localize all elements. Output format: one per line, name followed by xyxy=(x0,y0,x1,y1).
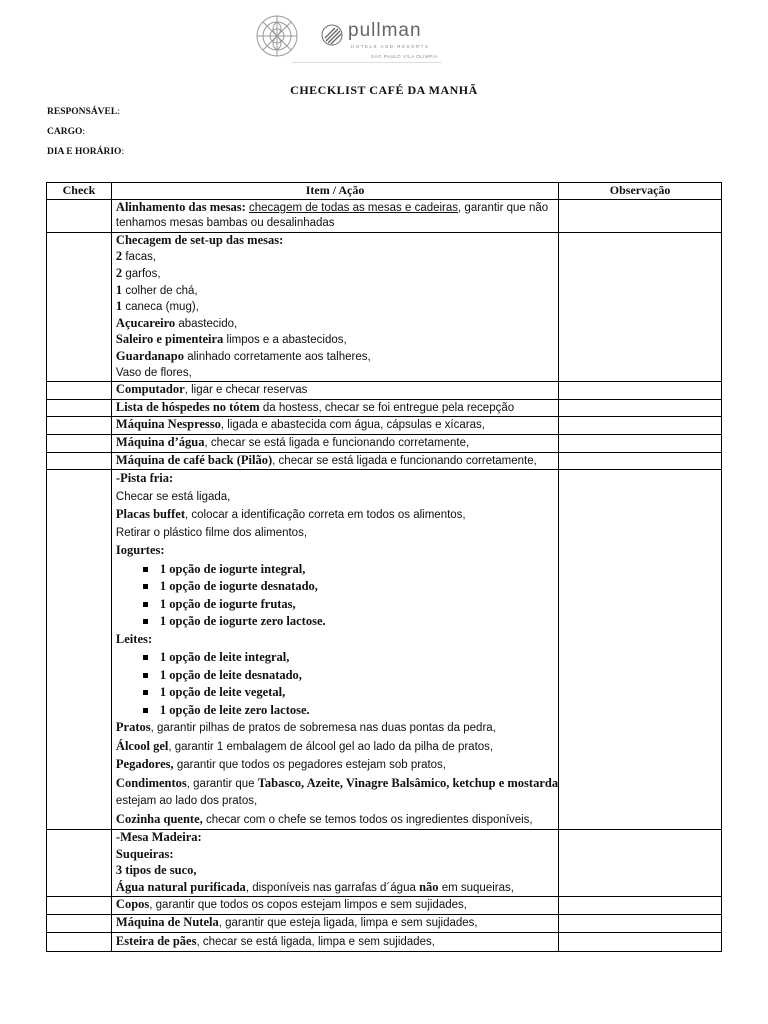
item-cell: Máquina d’água, checar se está ligada e funcionando corretamente, xyxy=(111,434,558,452)
leite-list xyxy=(116,649,558,719)
check-cell[interactable] xyxy=(47,232,112,381)
brand-location: SÃO PAULO VILA OLÍMPIA xyxy=(371,54,438,59)
item-cell: Máquina Nespresso, ligada e abastecida com água, cápsulas e xícaras, xyxy=(111,417,558,435)
table-row xyxy=(47,897,722,915)
table-row xyxy=(47,452,722,470)
table-header-row xyxy=(47,183,722,200)
brand-name: pullman xyxy=(348,20,422,41)
field-value: : xyxy=(117,107,120,117)
checklist-table xyxy=(46,182,722,952)
observation-cell[interactable] xyxy=(559,382,722,400)
observation-cell[interactable] xyxy=(559,452,722,470)
observation-cell[interactable] xyxy=(559,199,722,232)
item-cell: -Mesa Madeira: Suqueiras: 3 tipos de suco, Água natural purificada, disponíveis nas garrafas d´água não em suqueiras, xyxy=(111,830,558,897)
item-cell: Esteira de pães, checar se está ligada, limpa e sem sujidades, xyxy=(111,932,558,951)
item-cell: Máquina de Nutela, garantir que esteja ligada, limpa e sem sujidades, xyxy=(111,915,558,933)
page-title: CHECKLIST CAFÉ DA MANHÃ xyxy=(290,83,478,97)
field-label: CARGO xyxy=(47,127,83,137)
list-item: 1 opção de iogurte integral, xyxy=(160,561,558,579)
pullman-mark-icon xyxy=(321,24,343,46)
field-label: DIA E HORÁRIO xyxy=(47,147,122,157)
iogurte-list xyxy=(116,561,558,631)
item-cell: Computador, ligar e checar reservas xyxy=(111,382,558,400)
check-cell[interactable] xyxy=(47,830,112,897)
field-label: RESPONSÁVEL xyxy=(47,107,118,117)
check-cell[interactable] xyxy=(47,932,112,951)
observation-cell[interactable] xyxy=(559,417,722,435)
observation-cell[interactable] xyxy=(559,232,722,381)
field-cargo xyxy=(47,127,85,137)
brand-tagline: HOTELS AND RESORTS xyxy=(351,44,430,49)
check-cell[interactable] xyxy=(47,382,112,400)
table-row xyxy=(47,470,722,830)
check-cell[interactable] xyxy=(47,417,112,435)
list-item: 1 opção de leite zero lactose. xyxy=(160,702,558,720)
check-cell[interactable] xyxy=(47,399,112,417)
header-check: Check xyxy=(47,183,112,200)
item-cell: Lista de hóspedes no tótem da hostess, checar se foi entregue pela recepção xyxy=(111,399,558,417)
list-item: 1 opção de iogurte desnatado, xyxy=(160,578,558,596)
observation-cell[interactable] xyxy=(559,897,722,915)
check-cell[interactable] xyxy=(47,470,112,830)
check-cell[interactable] xyxy=(47,897,112,915)
logo-divider xyxy=(292,62,442,63)
list-item: 1 opção de leite vegetal, xyxy=(160,684,558,702)
item-cell: Alinhamento das mesas: checagem de todas as mesas e cadeiras, garantir que não tenhamos mesas bambas ou desalinhadas xyxy=(111,199,558,232)
table-row xyxy=(47,830,722,897)
check-cell[interactable] xyxy=(47,199,112,232)
item-cell: Checagem de set-up das mesas: 2 facas, 2 garfos, 1 colher de chá, 1 caneca (mug), Açucareiro abastecido, Saleiro e pimenteira limpos e a abastecidos, Guardanapo alinhado corretamente aos talheres, Vaso de flores, xyxy=(111,232,558,381)
list-item: 1 opção de leite desnatado, xyxy=(160,667,558,685)
check-cell[interactable] xyxy=(47,434,112,452)
field-value: : xyxy=(82,127,86,137)
field-value: : xyxy=(121,147,125,157)
item-cell: -Pista fria: Checar se está ligada, Placas buffet, colocar a identificação correta em todos os alimentos, Retirar o plástico filme dos alimentos, Iogurtes: 1 opção de iogurte integral, 1 opção de iogurte desnatado, 1 opção de iogurte frutas, 1 opção de iogurte zero lactose. Leites: 1 opção de leite integral, 1 opção de leite desnatado, 1 opção de leite vegetal, 1 opção de leite zero lactose. Pratos, garantir pilhas de pratos de sobremesa nas duas pontas da pedra, Álcool gel, garantir 1 embalagem de álcool gel ao lado da pilha de pratos, Pegadores, garantir que todos os pegadores estejam sob pratos, Condimentos, garantir que Tabasco, Azeite, Vinagre Balsâmico, ketchup e mostarda estejam ao lado dos pratos, Cozinha quente, checar com o chefe se temos todos os ingredientes disponíveis, xyxy=(111,470,558,830)
header-item: Item / Ação xyxy=(111,183,558,200)
field-dia-horario xyxy=(47,147,124,157)
table-row xyxy=(47,382,722,400)
table-row xyxy=(47,199,722,232)
list-item: 1 opção de iogurte frutas, xyxy=(160,596,558,614)
hotel-emblem-logo xyxy=(255,14,299,58)
table-row xyxy=(47,417,722,435)
check-cell[interactable] xyxy=(47,915,112,933)
observation-cell[interactable] xyxy=(559,932,722,951)
item-cell: Máquina de café back (Pilão), checar se está ligada e funcionando corretamente, xyxy=(111,452,558,470)
table-row xyxy=(47,434,722,452)
header-observacao: Observação xyxy=(559,183,722,200)
table-row xyxy=(47,232,722,381)
item-cell: Copos, garantir que todos os copos estejam limpos e sem sujidades, xyxy=(111,897,558,915)
list-item: 1 opção de iogurte zero lactose. xyxy=(160,613,558,631)
observation-cell[interactable] xyxy=(559,470,722,830)
list-item: 1 opção de leite integral, xyxy=(160,649,558,667)
observation-cell[interactable] xyxy=(559,399,722,417)
observation-cell[interactable] xyxy=(559,434,722,452)
check-cell[interactable] xyxy=(47,452,112,470)
observation-cell[interactable] xyxy=(559,830,722,897)
table-row xyxy=(47,915,722,933)
observation-cell[interactable] xyxy=(559,915,722,933)
field-responsavel xyxy=(47,107,120,117)
table-row xyxy=(47,932,722,951)
table-row xyxy=(47,399,722,417)
